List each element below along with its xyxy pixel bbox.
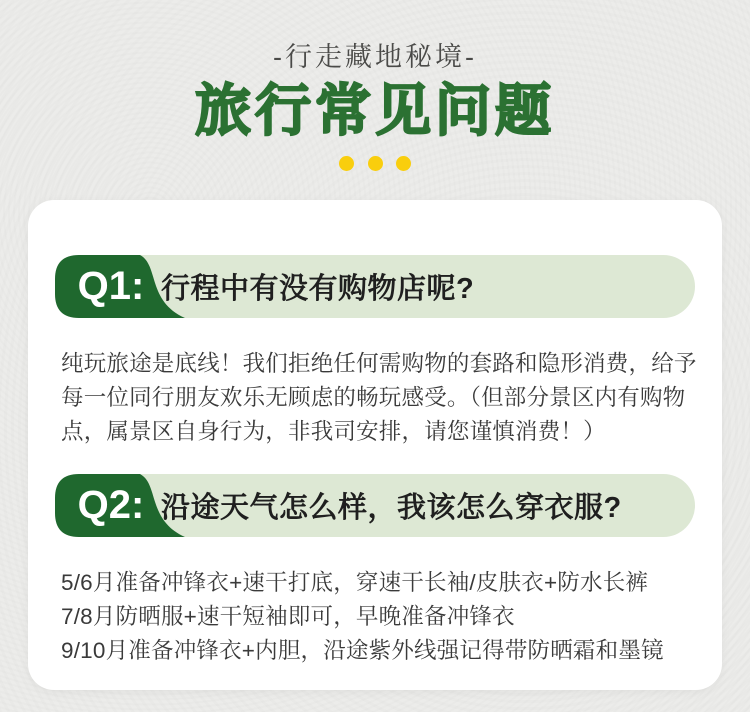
answer-line: 9/10月准备冲锋衣+内胆，沿途紫外线强记得带防晒霜和墨镜 xyxy=(61,638,664,663)
dot-icon xyxy=(368,156,383,171)
answer-line: 点，属景区自身行为，非我司安排，请您谨慎消费！） xyxy=(61,419,606,444)
answer-line: 纯玩旅途是底线！我们拒绝任何需购物的套路和隐形消费，给予 xyxy=(61,351,697,376)
answer-block-q1 xyxy=(61,347,697,449)
faq-card xyxy=(28,200,722,690)
question-number-label: Q1: xyxy=(77,264,145,308)
question-number-label: Q2: xyxy=(77,483,145,527)
dot-icon xyxy=(396,156,411,171)
faq-question-pill-q1 xyxy=(55,255,695,318)
dots-decoration xyxy=(0,156,750,172)
answer-line: 每一位同行朋友欢乐无顾虑的畅玩感受。（但部分景区内有购物 xyxy=(61,385,686,410)
page-subtitle: -行走藏地秘境- xyxy=(273,42,477,72)
page-header xyxy=(0,0,750,172)
dot-icon xyxy=(339,156,354,171)
answer-block-q2 xyxy=(61,566,694,668)
faq-question-pill-q2 xyxy=(55,474,695,537)
question-text-q2: 沿途天气怎么样，我该怎么穿衣服? xyxy=(161,492,622,524)
answer-line: 5/6月准备冲锋衣+速干打底，穿速干长袖/皮肤衣+防水长裤 xyxy=(61,570,649,595)
answer-line: 7/8月防晒服+速干短袖即可，早晚准备冲锋衣 xyxy=(61,604,515,629)
page-title: 旅行常见问题 xyxy=(195,79,555,142)
question-text-q1: 行程中有没有购物店呢? xyxy=(161,273,475,305)
